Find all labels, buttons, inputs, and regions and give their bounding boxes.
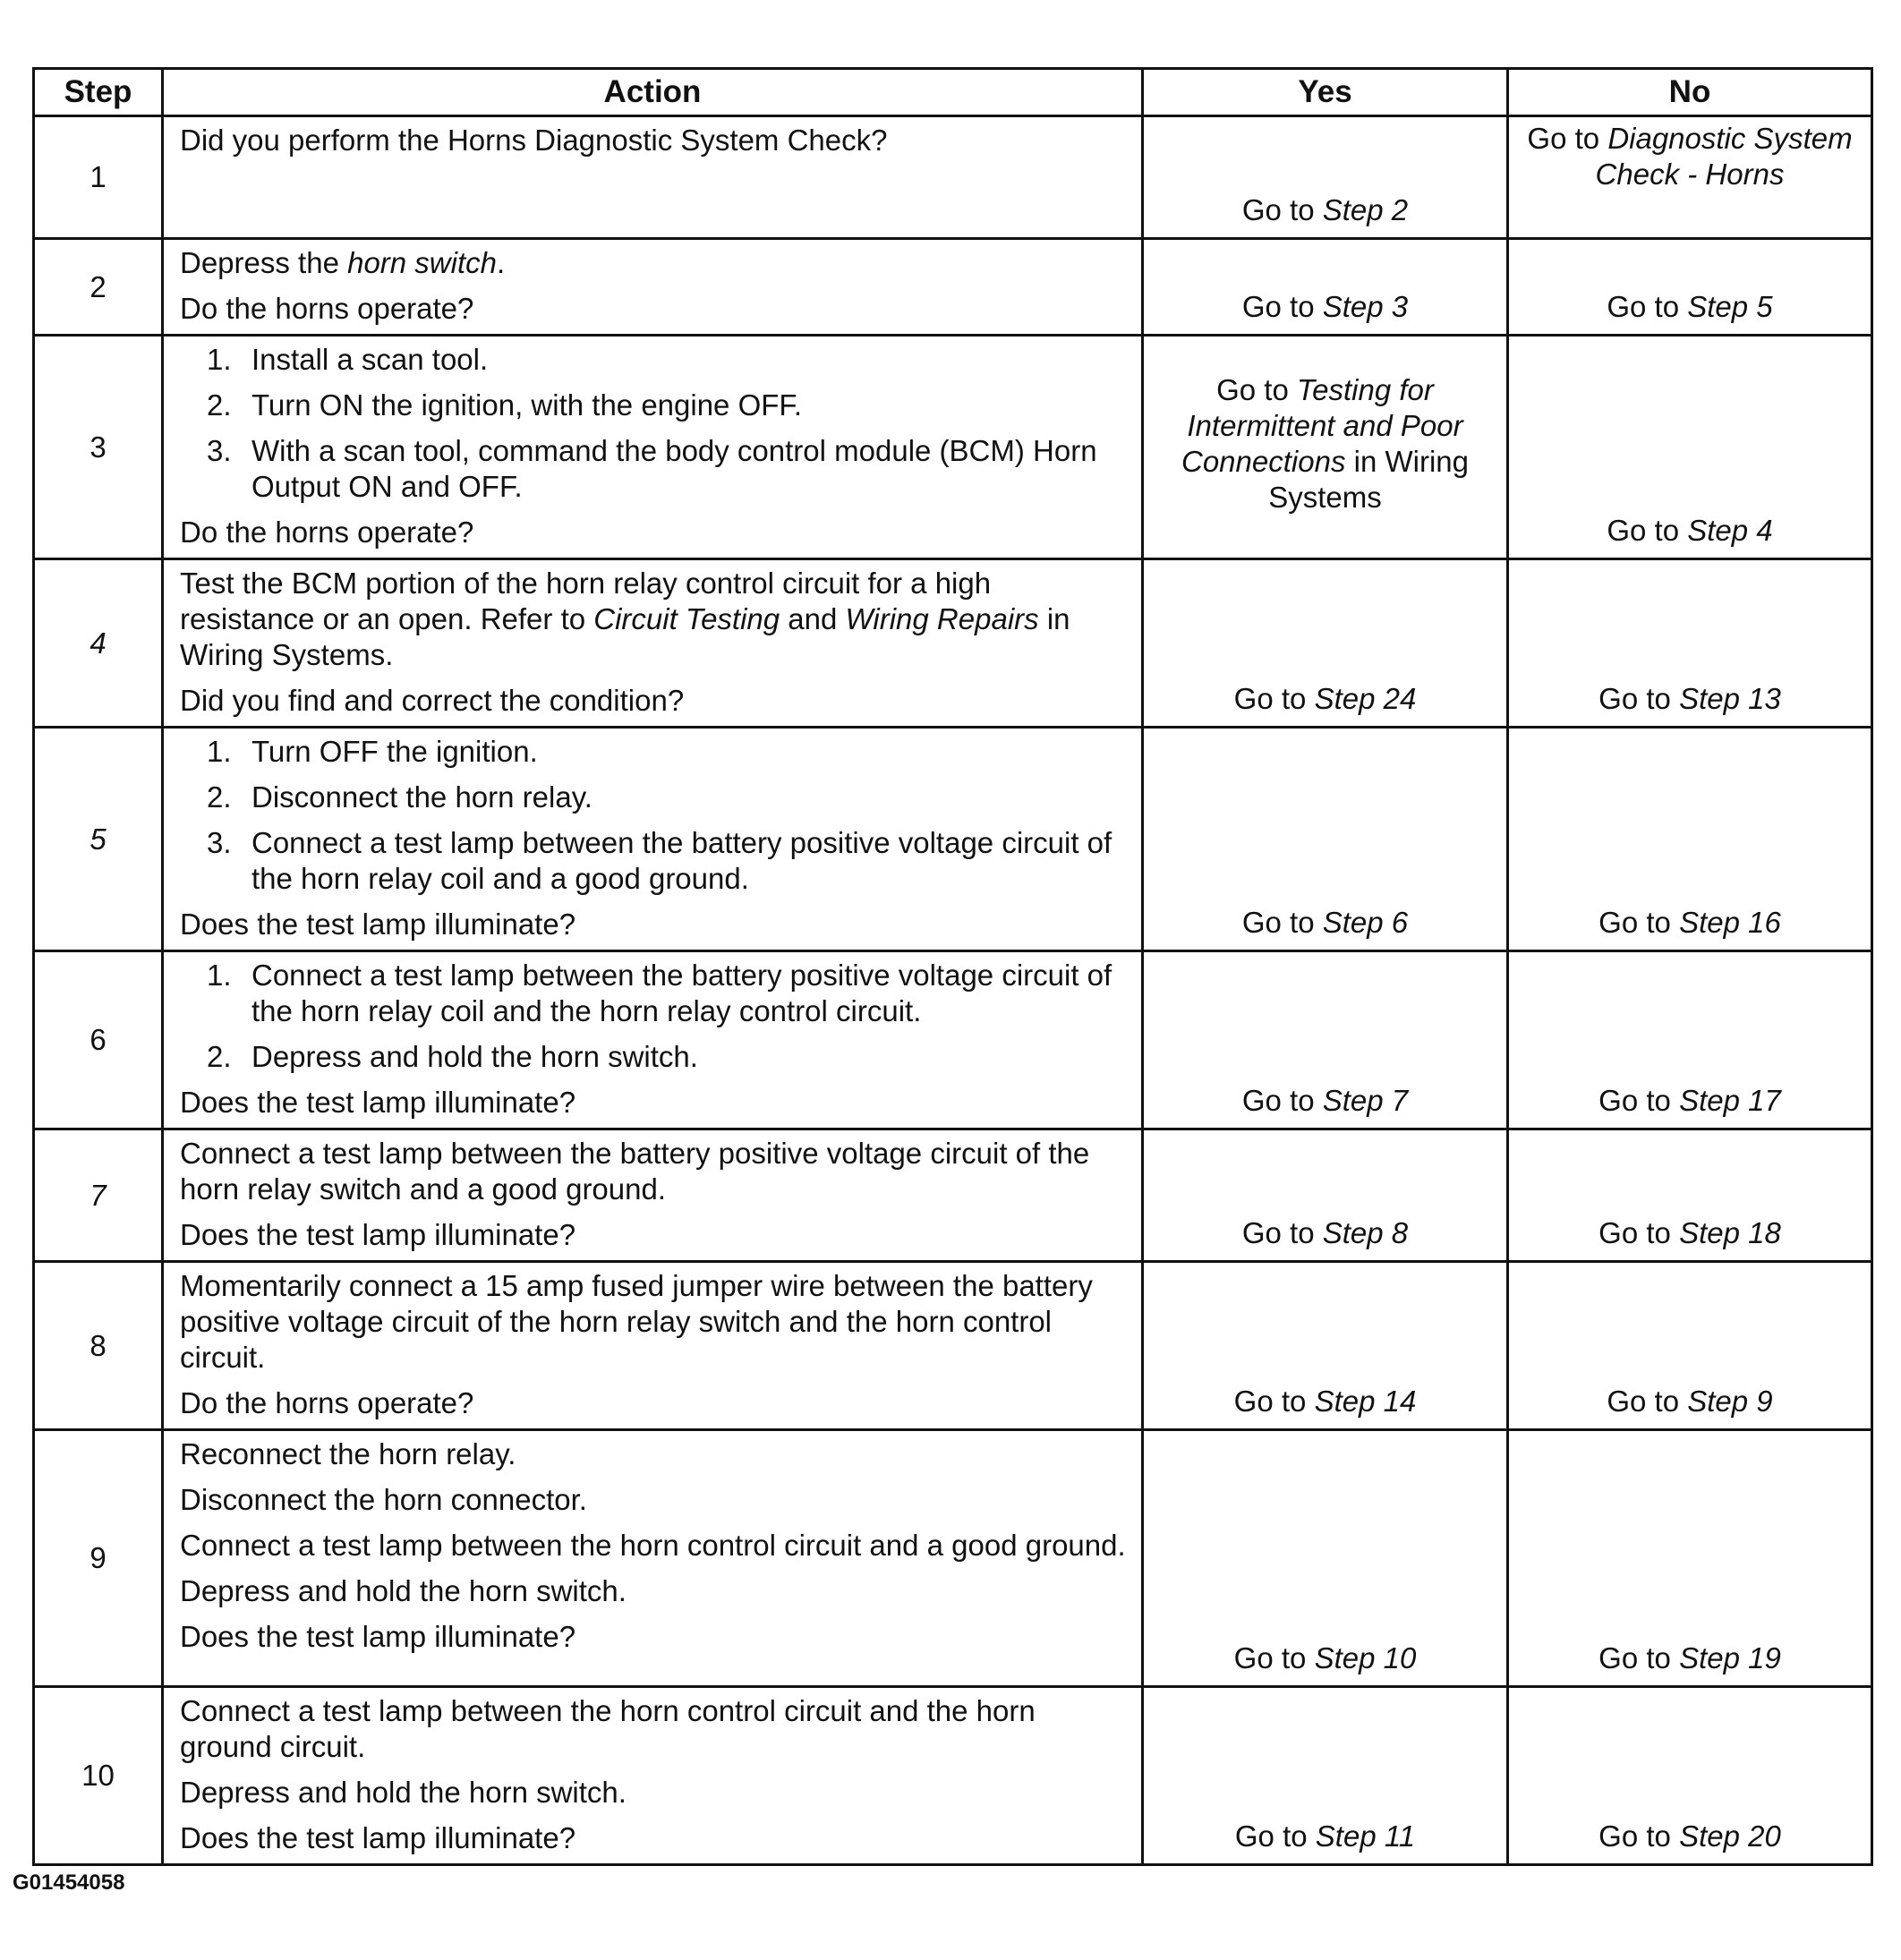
step-link: Step 6	[1322, 906, 1409, 939]
action-cell	[163, 728, 1143, 951]
table-row	[34, 1430, 1872, 1687]
go-to-text: Go to	[1241, 290, 1323, 323]
go-to-text: Go to	[1607, 1385, 1688, 1418]
diagnostic-table	[32, 67, 1873, 1866]
yes-cell	[1143, 1262, 1508, 1430]
no-cell	[1508, 1430, 1872, 1687]
step-link: Step 11	[1315, 1819, 1416, 1853]
action-cell	[163, 1129, 1143, 1262]
question-text: Does the test lamp illuminate?	[180, 1086, 576, 1119]
action-cell	[163, 116, 1143, 239]
action-cell	[163, 1430, 1143, 1687]
yes-cell	[1143, 116, 1508, 239]
step-number: 4	[34, 559, 163, 728]
wiring-systems-text: in Wiring Systems	[1268, 445, 1469, 514]
go-to-text: Go to	[1598, 682, 1680, 715]
table-row	[34, 1262, 1872, 1430]
question-text: Does the test lamp illuminate?	[180, 908, 576, 941]
go-to-text: Go to	[1607, 514, 1688, 547]
go-to-text: Go to	[1233, 1385, 1315, 1418]
no-cell	[1508, 116, 1872, 239]
list-item: 1. Connect a test lamp between the battery positive voltage circuit of the horn relay coil and the horn relay control circuit.	[207, 959, 1112, 1027]
action-cell	[163, 951, 1143, 1129]
diagnostic-check-link: Diagnostic System Check - Horns	[1595, 122, 1853, 191]
step-link: Step 5	[1687, 290, 1773, 323]
list-item: 2. Disconnect the horn relay.	[207, 780, 592, 814]
action-text: Disconnect the horn connector.	[180, 1483, 587, 1516]
table-row	[34, 1129, 1872, 1262]
table-row	[34, 728, 1872, 951]
go-to-text: Go to	[1527, 122, 1608, 155]
header-yes: Yes	[1143, 69, 1508, 116]
yes-cell	[1143, 1687, 1508, 1865]
step-link: Step 10	[1314, 1641, 1417, 1675]
step-link: Step 4	[1687, 514, 1773, 547]
no-cell	[1508, 1129, 1872, 1262]
step-link: Step 18	[1679, 1216, 1781, 1249]
step-number: 9	[34, 1430, 163, 1687]
step-number: 5	[34, 728, 163, 951]
action-cell	[163, 559, 1143, 728]
go-to-text: Go to	[1598, 1641, 1680, 1675]
figure-id: G01454058	[13, 1871, 125, 1895]
no-cell	[1508, 1687, 1872, 1865]
list-item: 1. Install a scan tool.	[207, 343, 489, 376]
yes-cell	[1143, 728, 1508, 951]
action-text: Depress the horn switch.	[180, 246, 506, 279]
action-text: Did you perform the Horns Diagnostic System Check?	[180, 124, 888, 157]
table-row	[34, 239, 1872, 336]
step-number: 7	[34, 1129, 163, 1262]
action-text: Depress and hold the horn switch.	[180, 1776, 627, 1809]
yes-cell	[1143, 1430, 1508, 1687]
no-cell	[1508, 951, 1872, 1129]
action-text: Connect a test lamp between the horn control circuit and a good ground.	[180, 1529, 1126, 1562]
header-no: No	[1508, 69, 1872, 116]
list-item: 1. Turn OFF the ignition.	[207, 735, 538, 768]
no-cell	[1508, 559, 1872, 728]
action-text: Depress and hold the horn switch.	[180, 1574, 627, 1607]
action-cell	[163, 1262, 1143, 1430]
go-to-text: Go to	[1233, 1641, 1315, 1675]
question-text: Do the horns operate?	[180, 1386, 474, 1419]
step-link: Step 16	[1679, 906, 1781, 939]
header-action: Action	[163, 69, 1143, 116]
table-row	[34, 336, 1872, 559]
step-link: Step 13	[1679, 682, 1781, 715]
step-number: 2	[34, 239, 163, 336]
question-text: Does the test lamp illuminate?	[180, 1218, 576, 1251]
go-to-text: Go to	[1598, 1216, 1680, 1249]
list-item: 2. Depress and hold the horn switch.	[207, 1040, 698, 1073]
go-to-text: Go to	[1233, 682, 1315, 715]
action-text: Reconnect the horn relay.	[180, 1437, 516, 1470]
list-item: 2. Turn ON the ignition, with the engine OFF.	[207, 388, 803, 422]
step-link: Step 17	[1679, 1084, 1781, 1117]
go-to-text: Go to	[1607, 290, 1688, 323]
go-to-text: Go to	[1241, 193, 1323, 226]
step-number: 10	[34, 1687, 163, 1865]
table-row	[34, 559, 1872, 728]
yes-cell	[1143, 336, 1508, 559]
go-to-text: Go to	[1598, 1819, 1680, 1853]
step-number: 6	[34, 951, 163, 1129]
step-link: Step 20	[1679, 1819, 1781, 1853]
go-to-text: Go to	[1241, 906, 1323, 939]
question-text: Does the test lamp illuminate?	[180, 1821, 576, 1854]
step-link: Step 19	[1679, 1641, 1781, 1675]
no-cell	[1508, 1262, 1872, 1430]
step-link: Step 3	[1322, 290, 1409, 323]
yes-cell	[1143, 1129, 1508, 1262]
go-to-text: Go to	[1216, 373, 1297, 406]
yes-cell	[1143, 951, 1508, 1129]
list-item: 3. With a scan tool, command the body control module (BCM) Horn Output ON and OFF.	[207, 434, 1097, 503]
action-cell	[163, 239, 1143, 336]
table-row	[34, 951, 1872, 1129]
step-link: Step 24	[1314, 682, 1417, 715]
go-to-text: Go to	[1241, 1216, 1323, 1249]
step-number: 3	[34, 336, 163, 559]
step-link: Step 9	[1687, 1385, 1773, 1418]
wiring-repairs-link: Wiring Repairs	[845, 602, 1039, 635]
action-text: Connect a test lamp between the battery positive voltage circuit of the horn relay switch and a good ground.	[180, 1137, 1090, 1206]
question-text: Do the horns operate?	[180, 516, 474, 549]
step-link: Step 7	[1322, 1084, 1409, 1117]
action-text: Momentarily connect a 15 amp fused jumper wire between the battery positive voltage circuit of the horn relay switch and the horn control circuit.	[180, 1269, 1093, 1374]
question-text: Do the horns operate?	[180, 292, 474, 325]
action-cell	[163, 1687, 1143, 1865]
go-to-text: Go to	[1241, 1084, 1323, 1117]
go-to-text: Go to	[1598, 906, 1680, 939]
step-number: 8	[34, 1262, 163, 1430]
circuit-testing-link: Circuit Testing	[593, 602, 780, 635]
step-link: Step 14	[1314, 1385, 1417, 1418]
horn-switch-term: horn switch	[347, 246, 497, 279]
testing-link: Testing for Intermittent and Poor Connections	[1181, 373, 1463, 478]
question-text: Did you find and correct the condition?	[180, 684, 685, 717]
table-row	[34, 116, 1872, 239]
step-number: 1	[34, 116, 163, 239]
action-text: Connect a test lamp between the horn control circuit and the horn ground circuit.	[180, 1694, 1036, 1763]
question-text: Does the test lamp illuminate?	[180, 1620, 576, 1653]
step-link: Step 2	[1322, 193, 1409, 226]
go-to-text: Go to	[1234, 1819, 1316, 1853]
list-item: 3. Connect a test lamp between the battery positive voltage circuit of the horn relay coil and a good ground.	[207, 826, 1112, 895]
no-cell	[1508, 239, 1872, 336]
table-row	[34, 1687, 1872, 1865]
yes-cell	[1143, 559, 1508, 728]
step-link: Step 8	[1322, 1216, 1409, 1249]
no-cell	[1508, 336, 1872, 559]
action-cell	[163, 336, 1143, 559]
no-cell	[1508, 728, 1872, 951]
header-row	[34, 69, 1872, 116]
go-to-text: Go to	[1598, 1084, 1680, 1117]
yes-cell	[1143, 239, 1508, 336]
action-text: Test the BCM portion of the horn relay control circuit for a high resistance or an open. Refer to Circuit Testing and Wiring Repairs in Wiring Systems.	[180, 567, 1070, 671]
header-step: Step	[34, 69, 163, 116]
